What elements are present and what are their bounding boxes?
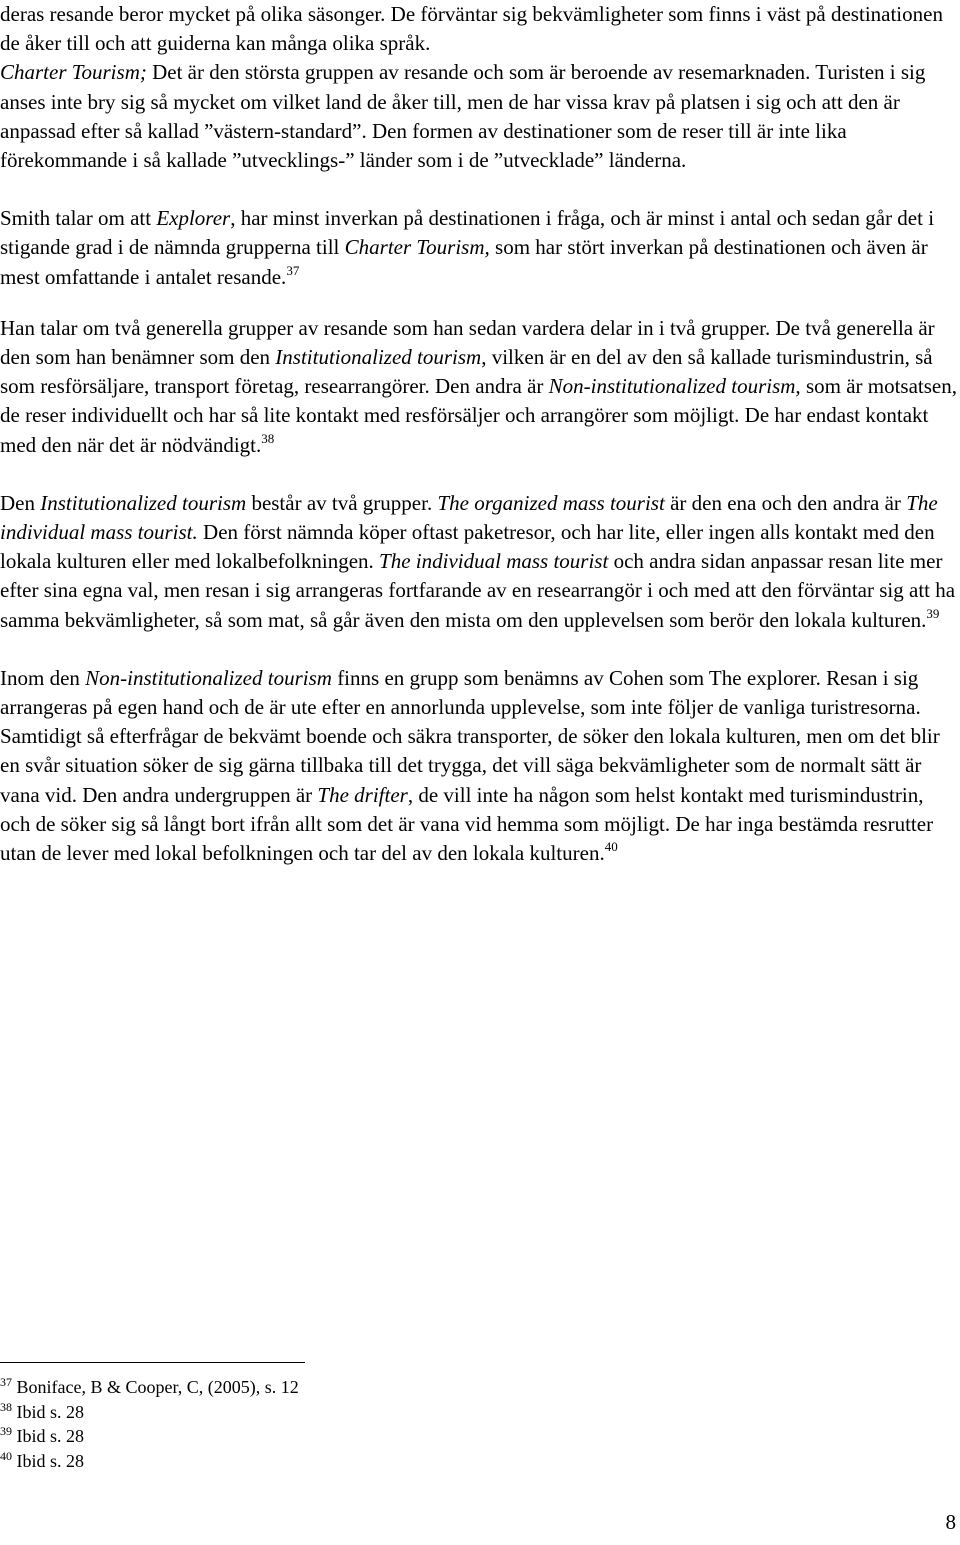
text-run: , de vill inte ha någon som helst kontakt med turismindustrin, och de söker sig så långt bort ifrån allt som det är vana vid hemma som möjligt. De har inga bestämda resrutter utan de lever med lokal befolkningen och tar del av den lokala kulturen. xyxy=(0,782,934,866)
page-number: 8 xyxy=(945,1510,956,1534)
paragraph-institutionalized xyxy=(0,489,958,635)
paragraph-charter-tourism xyxy=(0,0,958,175)
footnote-item xyxy=(0,1424,600,1449)
footnote-text: Ibid s. 28 xyxy=(12,1401,84,1422)
footnote-ref: 40 xyxy=(604,839,618,855)
text-run: , har minst inverkan på destinationen i fråga, och är minst i antal och sedan går det i stigande grad i de nämnda grupperna till xyxy=(0,206,935,260)
footnote-text: Boniface, B & Cooper, C, (2005), s. 12 xyxy=(12,1377,299,1397)
text-run-italic: Explorer xyxy=(156,206,231,231)
footnote-item xyxy=(0,1400,600,1425)
footnotes xyxy=(0,1362,600,1473)
text-run-italic: Charter Tourism; xyxy=(0,60,147,85)
footnote-ref: 38 xyxy=(261,430,275,446)
footnote-number: 40 xyxy=(0,1448,12,1463)
footnote-text: Ibid s. 28 xyxy=(12,1426,84,1446)
text-run: som är motsatsen, de reser individuellt och har så lite kontakt med resförsäljer och arrangörer som möjligt. De har endast kontakt med den när det är nödvändigt. xyxy=(0,374,957,457)
text-run: Smith talar om att xyxy=(0,206,157,231)
footnote-item xyxy=(0,1375,600,1400)
footnote-ref: 37 xyxy=(286,262,300,278)
text-run: Den först nämnda köper oftast paketresor, och har lite, eller ingen alls kontakt med den lokala kulturen eller med lokalbefolkningen. xyxy=(0,520,935,574)
text-run-italic: The drifter xyxy=(317,782,408,807)
text-run-italic: Institutionalized tourism xyxy=(275,345,482,370)
footnote-number: 38 xyxy=(0,1399,12,1414)
footnote-number: 37 xyxy=(0,1375,12,1389)
text-run: Den xyxy=(0,490,41,515)
text-run: består av två grupper. xyxy=(246,490,438,515)
text-run-italic: Non-institutionalized tourism, xyxy=(548,374,801,399)
text-run-italic: The organized mass tourist xyxy=(437,490,665,515)
text-run: Han talar om två generella grupper av resande som han sedan vardera delar in i två grupper. De två generella är den som han benämner som den xyxy=(0,315,935,370)
paragraph-non-institutionalized xyxy=(0,664,958,868)
text-run: deras resande beror mycket på olika säsonger. De förväntar sig bekvämligheter som finns i väst på destinationen de åker till och att guiderna kan många olika språk. xyxy=(0,2,943,56)
text-run-italic: The individual mass tourist xyxy=(379,549,609,574)
text-run-italic: Non-institutionalized tourism xyxy=(85,665,332,690)
footnote-separator xyxy=(0,1362,305,1363)
text-run: och andra sidan anpassar resan lite mer efter sina egna val, men resan i sig arrangeras fortfarande av en researrangör i och med att den förväntar sig att ha samma bekvämligheter, så som mat, så går även den mista om den upplevelsen som berör den lokala kulturen. xyxy=(0,549,956,632)
text-run: Inom den xyxy=(0,665,86,690)
footnote-text: Ibid s. 28 xyxy=(12,1450,84,1471)
footnote-ref: 39 xyxy=(926,605,940,621)
text-run: , vilken är en del av den så kallade turismindustrin, så som resförsäljare, transport företag, researrangörer. Den andra är xyxy=(0,345,933,399)
footnote-item xyxy=(0,1449,600,1474)
paragraph-cohen-groups xyxy=(0,314,958,460)
text-run-italic: Institutionalized tourism xyxy=(40,490,247,515)
text-run-italic: Charter Tourism, xyxy=(344,235,490,260)
text-run: finns en grupp som benämns av Cohen som The explorer. Resan i sig arrangeras på egen hand och de är ute efter en annorlunda upplevelse, som inte följer de vanliga turistresorna. Samtidigt så efterfrågar de bekvämt boende och säkra transporter, de söker den lokala kulturen, men om det blir en svår situation söker de sig gärna tillbaka till det trygga, det vill säga bekvämligheter som de normalt sätt är vana vid. Den andra undergruppen är xyxy=(0,665,940,807)
text-run: som har stört inverkan på destinationen och även är mest omfattande i antalet resande. xyxy=(0,235,928,289)
text-run: är den ena och den andra är xyxy=(664,490,907,515)
text-run: Det är den största gruppen av resande och som är beroende av resemarknaden. Turisten i sig anses inte bry sig så mycket om vilket land de åker till, men de har vissa krav på platsen i sig och att den är anpassad efter så kallad ”västern-standard”. Den formen av destinationer som de reser till är inte lika förekommande i så kallade ”utvecklings-” länder som i de ”utvecklade” länderna. xyxy=(0,60,926,173)
text-run-italic: The individual mass tourist. xyxy=(0,490,938,545)
paragraph-smith xyxy=(0,204,958,292)
footnote-number: 39 xyxy=(0,1424,12,1438)
